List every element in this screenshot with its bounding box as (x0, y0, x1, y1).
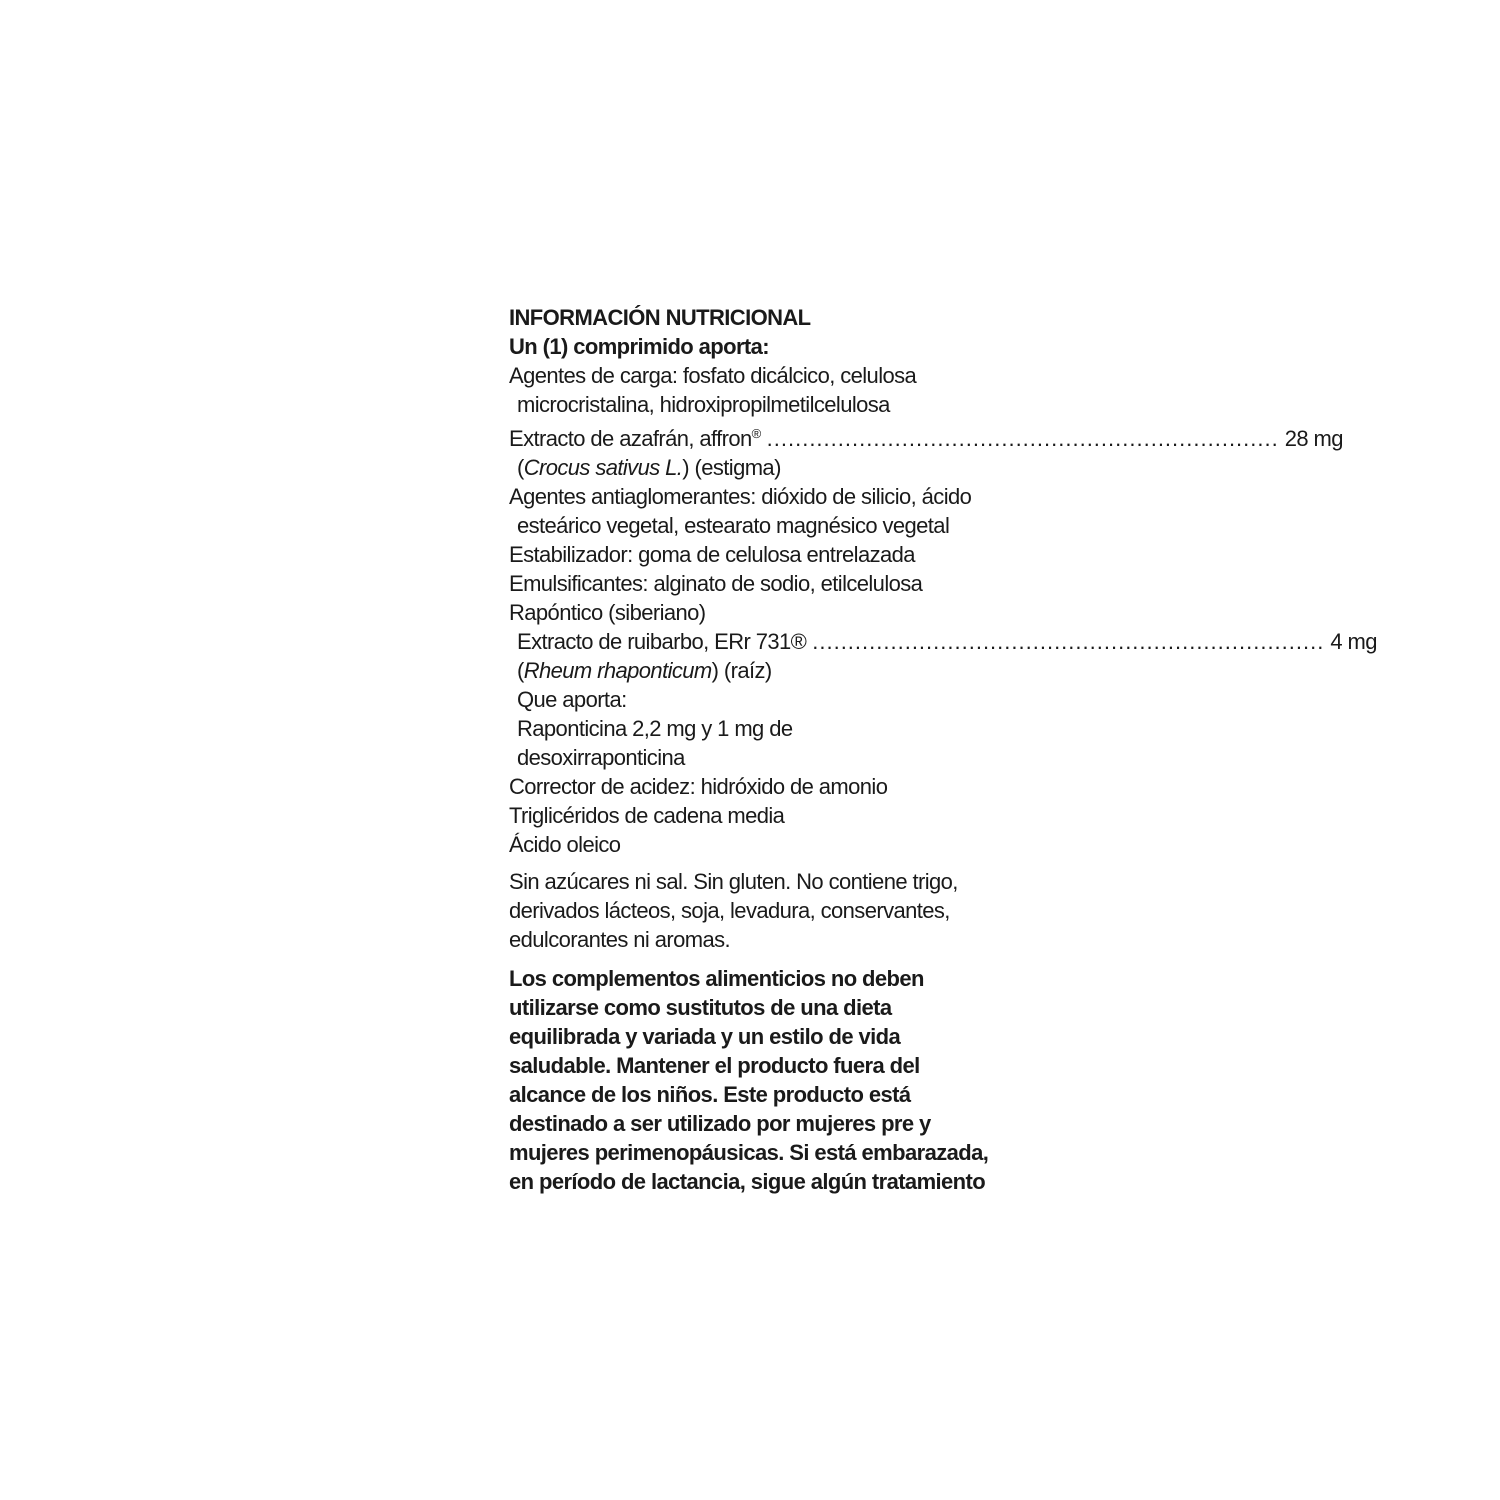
leader-dots: ........................................................................ (766, 426, 1279, 451)
ingredient-agentes-carga: Agentes de carga: fosfato dicálcico, celulosa (509, 363, 917, 388)
serving-subheading: Un (1) comprimido aporta: (509, 334, 770, 359)
raponticina-line: Raponticina 2,2 mg y 1 mg de (517, 716, 793, 741)
ingredient-ruibarbo-name: Extracto de ruibarbo, ERr 731® (517, 629, 807, 654)
raponticina-line-cont: desoxirraponticina (517, 745, 685, 770)
spacer (509, 859, 999, 867)
ingredient-acido-oleico: Ácido oleico (509, 832, 621, 857)
que-aporta-label: Que aporta: (517, 687, 627, 712)
ingredient-azafran-source (509, 453, 999, 482)
ingredient-ruibarbo-row (509, 627, 1377, 656)
warning-line: alcance de los niños. Este producto está (509, 1082, 911, 1107)
nutrition-heading: INFORMACIÓN NUTRICIONAL (509, 305, 811, 330)
ingredient-estabilizador: Estabilizador: goma de celulosa entrelazada (509, 542, 915, 567)
ingredient-azafran-row (509, 419, 1343, 453)
ingredient-trigliceridos: Triglicéridos de cadena media (509, 803, 785, 828)
ingredient-azafran-amount: 28 mg (1284, 426, 1343, 451)
warning-line: en período de lactancia, sigue algún tratamiento (509, 1169, 986, 1194)
nutrition-label (509, 303, 1377, 1196)
ingredient-antiaglomerantes: Agentes antiaglomerantes: dióxido de silicio, ácido (509, 484, 972, 509)
ruibarbo-source-rest: ) (raíz) (711, 658, 772, 683)
ruibarbo-latin-name: Rheum rhaponticum (523, 658, 712, 683)
warning-line: mujeres perimenopáusicas. Si está embarazada, (509, 1140, 989, 1165)
warning-line: destinado a ser utilizado por mujeres pre y (509, 1111, 931, 1136)
ingredient-agentes-carga-cont: microcristalina, hidroxipropilmetilcelulosa (517, 392, 890, 417)
warning-line: utilizarse como sustitutos de una dieta (509, 995, 892, 1020)
ingredient-rapontico: Rapóntico (siberiano) (509, 600, 706, 625)
free-from-line: edulcorantes ni aromas. (509, 927, 730, 952)
ingredient-ruibarbo-source (509, 656, 999, 685)
ingredient-emulsificantes: Emulsificantes: alginato de sodio, etilcelulosa (509, 571, 923, 596)
ingredient-antiaglomerantes-cont: esteárico vegetal, estearato magnésico vegetal (517, 513, 950, 538)
azafran-latin-name: Crocus sativus L. (523, 455, 683, 480)
azafran-paren-open: ( (517, 455, 524, 480)
warning-line: saludable. Mantener el producto fuera del (509, 1053, 920, 1078)
ruibarbo-paren-open: ( (517, 658, 524, 683)
warning-line: equilibrada y variada y un estilo de vida (509, 1024, 901, 1049)
leader-dots: ........................................................................ (812, 629, 1325, 654)
ingredient-corrector: Corrector de acidez: hidróxido de amonio (509, 774, 888, 799)
ingredient-azafran-name (509, 419, 761, 453)
free-from-line: derivados lácteos, soja, levadura, conservantes, (509, 898, 950, 923)
warning-line: Los complementos alimenticios no deben (509, 966, 924, 991)
spacer (509, 954, 999, 964)
azafran-name-text: Extracto de azafrán, affron (509, 426, 752, 451)
registered-mark: ® (751, 426, 761, 441)
free-from-line: Sin azúcares ni sal. Sin gluten. No contiene trigo, (509, 869, 958, 894)
ingredient-ruibarbo-amount: 4 mg (1330, 629, 1377, 654)
azafran-source-rest: ) (estigma) (682, 455, 781, 480)
